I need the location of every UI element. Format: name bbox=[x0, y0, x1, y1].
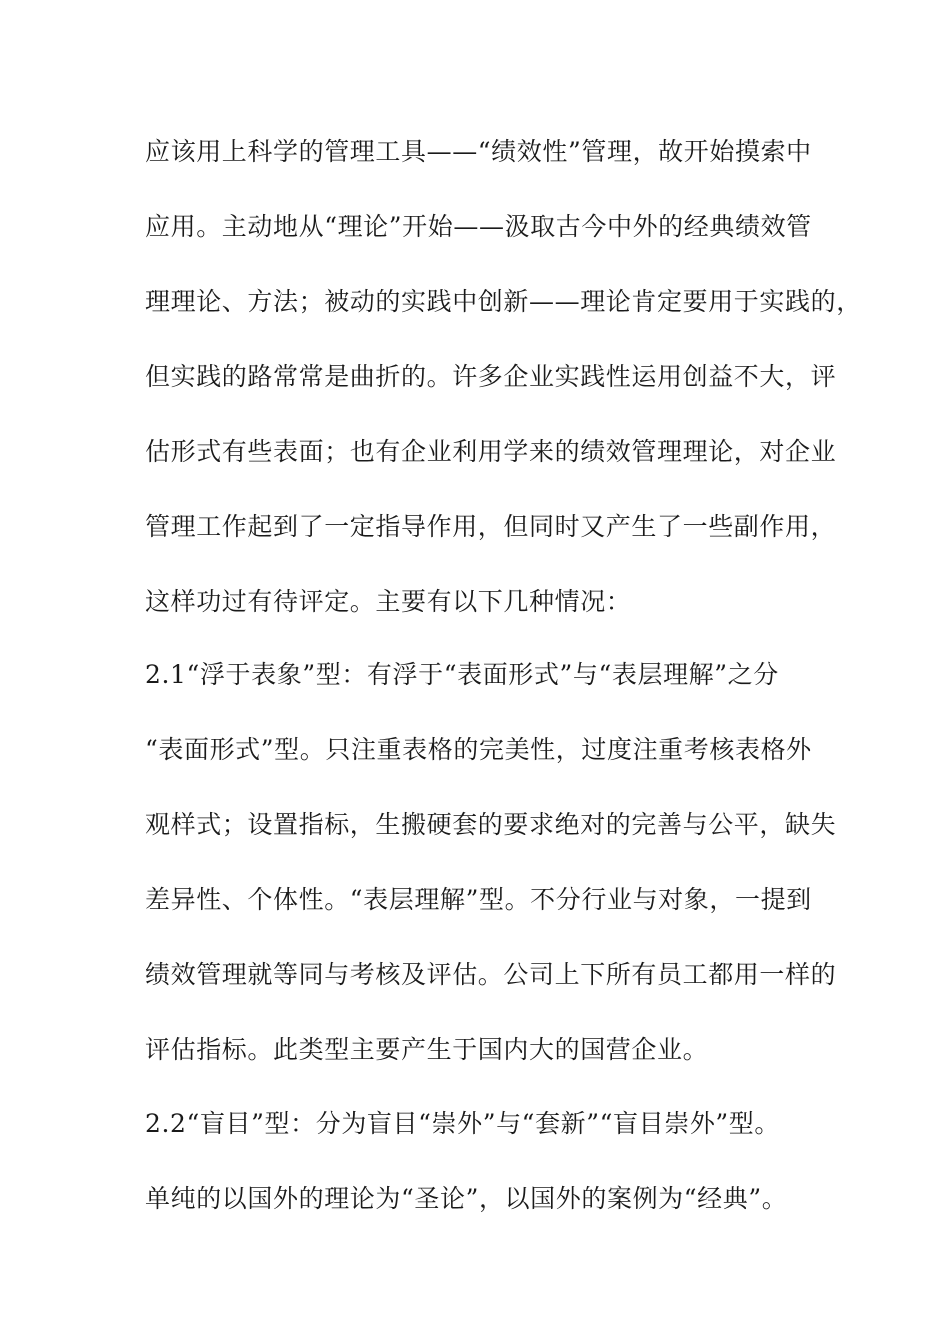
text-line: 管理工作起到了一定指导作用，但同时又产生了一些副作用， bbox=[145, 512, 837, 541]
text-line: 观样式；设置指标，生搬硬套的要求绝对的完善与公平，缺失 bbox=[145, 810, 837, 839]
text-line: 估形式有些表面；也有企业利用学来的绩效管理理论，对企业 bbox=[145, 437, 837, 466]
text-line: 这样功过有待评定。主要有以下几种情况： bbox=[145, 587, 632, 616]
text-line: 应用。主动地从“理论”开始——汲取古今中外的经典绩效管 bbox=[145, 212, 812, 241]
text-line: 绩效管理就等同与考核及评估。公司上下所有员工都用一样的 bbox=[145, 960, 837, 989]
text-line: 应该用上科学的管理工具——“绩效性”管理，故开始摸索中 bbox=[145, 137, 812, 166]
text-line: “表面形式”型。只注重表格的完美性，过度注重考核表格外 bbox=[145, 735, 812, 764]
text-line: 差异性、个体性。“表层理解”型。不分行业与对象，一提到 bbox=[145, 885, 812, 914]
section-heading-2-1: 2.1“浮于表象”型：有浮于“表面形式”与“表层理解”之分 bbox=[145, 660, 779, 689]
text-line: 单纯的以国外的理论为“圣论”，以国外的案例为“经典”。 bbox=[145, 1184, 788, 1213]
text-line: 但实践的路常常是曲折的。许多企业实践性运用创益不大，评 bbox=[145, 362, 837, 391]
text-line: 理理论、方法；被动的实践中创新——理论肯定要用于实践的， bbox=[145, 287, 862, 316]
section-heading-2-2: 2.2“盲目”型：分为盲目“崇外”与“套新”“盲目崇外”型。 bbox=[145, 1109, 781, 1138]
text-line: 评估指标。此类型主要产生于国内大的国营企业。 bbox=[145, 1035, 709, 1064]
